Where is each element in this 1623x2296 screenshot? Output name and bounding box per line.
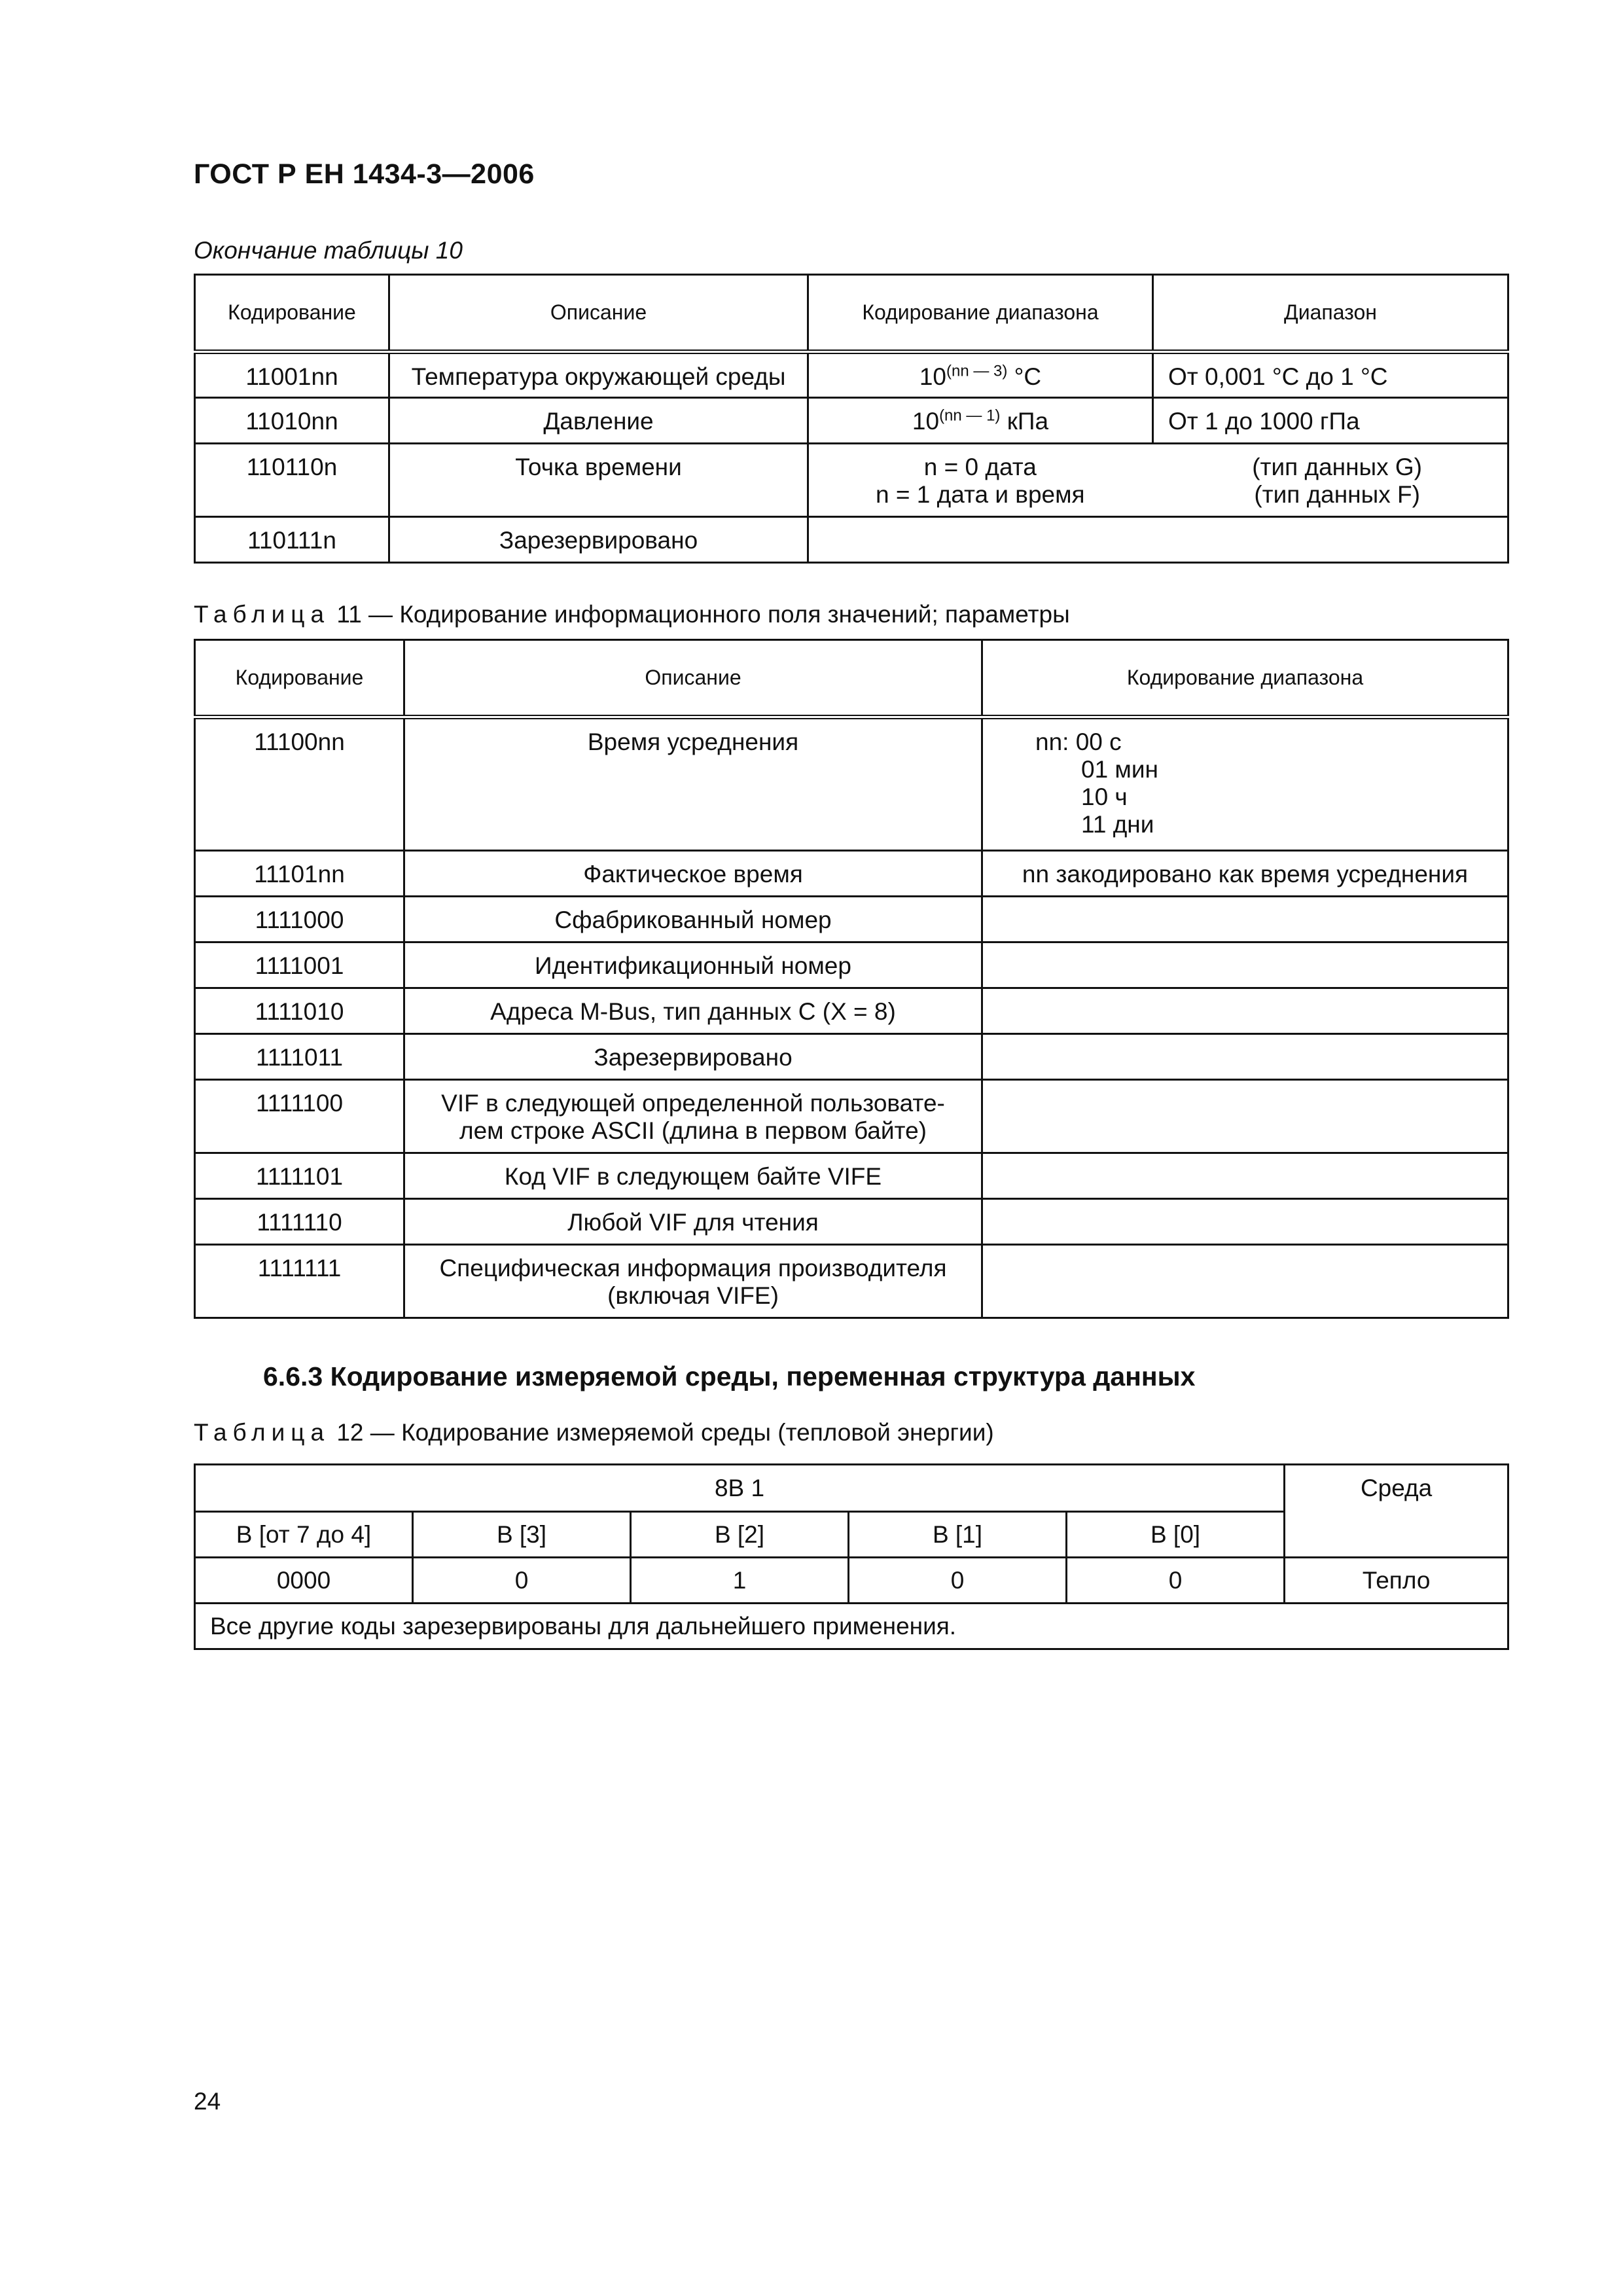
table-row [195,444,1508,517]
table-row [195,942,1508,988]
table-row [195,517,1508,563]
table10-caption: Окончание таблицы 10 [194,237,463,264]
table-row [195,352,1508,398]
table12-bit-value: 0 [849,1558,1067,1604]
table12-medium-value: Тепло [1285,1558,1508,1604]
table12-bit-header: B [от 7 до 4] [195,1512,413,1558]
table12-footer-note: Все другие коды зарезервированы для дальнейшего применения. [195,1604,1508,1649]
cell-desc: Давление [389,398,808,444]
desc-line: (включая VIFE) [607,1282,779,1309]
table-row [195,1199,1508,1245]
table11-caption-word: Таблица [194,601,330,628]
range-line: 10 ч [1081,783,1128,810]
cell-desc: Код VIF в следующем байте VIFE [404,1153,982,1199]
cell-code: 110111n [195,517,389,563]
table12-bit-header: B [3] [413,1512,631,1558]
cell-code: 110110n [195,444,389,517]
table-row [195,717,1508,851]
cell-desc: Адреса M-Bus, тип данных C (X = 8) [404,988,982,1034]
table12-bit-header: B [2] [631,1512,849,1558]
cell-code: 1111101 [195,1153,404,1199]
table-row [195,1153,1508,1199]
cell-range-coding [982,1034,1508,1080]
page-number: 24 [194,2088,221,2115]
range-base: 10 [919,363,946,390]
cell-range-coding [982,1245,1508,1318]
cell-range-coding [808,398,1153,444]
desc-line: лем строке ASCII (длина в первом байте) [459,1117,927,1144]
table11 [194,639,1509,1319]
cell-desc: Зарезервировано [389,517,808,563]
range-exponent: (nn — 1) [939,406,1001,425]
table12-bit-value: 1 [631,1558,849,1604]
cell-range: От 1 до 1000 гПа [1153,398,1508,444]
cell-time-point-range [808,444,1508,517]
cell-desc: Фактическое время [404,851,982,897]
table12-bit-value: 0 [413,1558,631,1604]
cell-desc: Время усреднения [404,717,982,851]
cell-desc: Точка времени [389,444,808,517]
cell-range: От 0,001 °C до 1 °C [1153,352,1508,398]
table-row [195,988,1508,1034]
cell-range-coding [808,352,1153,398]
section-heading: 6.6.3 Кодирование измеряемой среды, переменная структура данных [263,1361,1196,1391]
range-line: nn: 00 с [1035,728,1122,755]
desc-line: VIF в следующей определенной пользовате- [441,1090,945,1117]
cell-code: 1111100 [195,1080,404,1153]
table-row [195,1034,1508,1080]
cell-code: 11001nn [195,352,389,398]
cell-desc: Зарезервировано [404,1034,982,1080]
cell-range-coding: nn закодировано как время усреднения [982,851,1508,897]
desc-line: Специфическая информация производителя [439,1255,947,1282]
table-row [195,398,1508,444]
cell-range-coding [982,717,1508,851]
cell-code: 1111011 [195,1034,404,1080]
range-line: 11 дни [1081,811,1154,838]
cell-range-coding [982,988,1508,1034]
cell-desc [404,1080,982,1153]
cell-code: 1111000 [195,897,404,942]
table12-bit-header: B [0] [1067,1512,1285,1558]
cell-range-coding [982,942,1508,988]
standard-header: ГОСТ Р ЕН 1434-3—2006 [194,158,535,190]
table10-header-range-coding: Кодирование диапазона [808,275,1153,352]
table12-bit-value: 0000 [195,1558,413,1604]
range-unit: кПа [1000,408,1049,435]
table-row [195,1080,1508,1153]
table12 [194,1463,1509,1650]
cell-desc: Идентификационный номер [404,942,982,988]
cell-range-coding [982,1153,1508,1199]
time-range-line2-left: n = 1 дата и время [876,481,1085,508]
table-row [195,851,1508,897]
cell-desc: Любой VIF для чтения [404,1199,982,1245]
cell-code: 11101nn [195,851,404,897]
cell-desc: Сфабрикованный номер [404,897,982,942]
table12-bit-header: B [1] [849,1512,1067,1558]
table10 [194,274,1509,564]
cell-code: 11010nn [195,398,389,444]
table12-bit-value: 0 [1067,1558,1285,1604]
table12-caption-text: 12 — Кодирование измеряемой среды (тепловой энергии) [336,1419,994,1446]
cell-code: 1111111 [195,1245,404,1318]
table11-caption [194,601,1070,628]
range-exponent: (nn — 3) [946,362,1008,380]
cell-desc [404,1245,982,1318]
table12-group-header: 8B 1 [195,1465,1285,1512]
table-row [195,1245,1508,1318]
cell-code: 1111110 [195,1199,404,1245]
cell-range-coding [982,1080,1508,1153]
cell-code: 1111010 [195,988,404,1034]
table-row [195,897,1508,942]
table10-header-code: Кодирование [195,275,389,352]
range-base: 10 [912,408,940,435]
time-range-line1-right: (тип данных G) [1252,454,1422,480]
table-row [195,1558,1508,1604]
cell-range-coding [982,897,1508,942]
cell-code: 1111001 [195,942,404,988]
table12-caption [194,1419,994,1446]
cell-range-coding [982,1199,1508,1245]
range-unit: °C [1007,363,1042,390]
table11-header-range-coding: Кодирование диапазона [982,640,1508,717]
table12-medium-header: Среда [1285,1465,1508,1558]
range-line: 01 мин [1081,756,1158,783]
table11-header-code: Кодирование [195,640,404,717]
table10-header-range: Диапазон [1153,275,1508,352]
cell-code: 11100nn [195,717,404,851]
cell-empty [808,517,1508,563]
cell-desc: Температура окружающей среды [389,352,808,398]
table12-caption-word: Таблица [194,1419,330,1446]
table11-caption-text: 11 — Кодирование информационного поля значений; параметры [336,601,1070,628]
table10-header-desc: Описание [389,275,808,352]
time-range-line1-left: n = 0 дата [923,454,1037,480]
table11-header-desc: Описание [404,640,982,717]
time-range-line2-right: (тип данных F) [1254,481,1420,508]
